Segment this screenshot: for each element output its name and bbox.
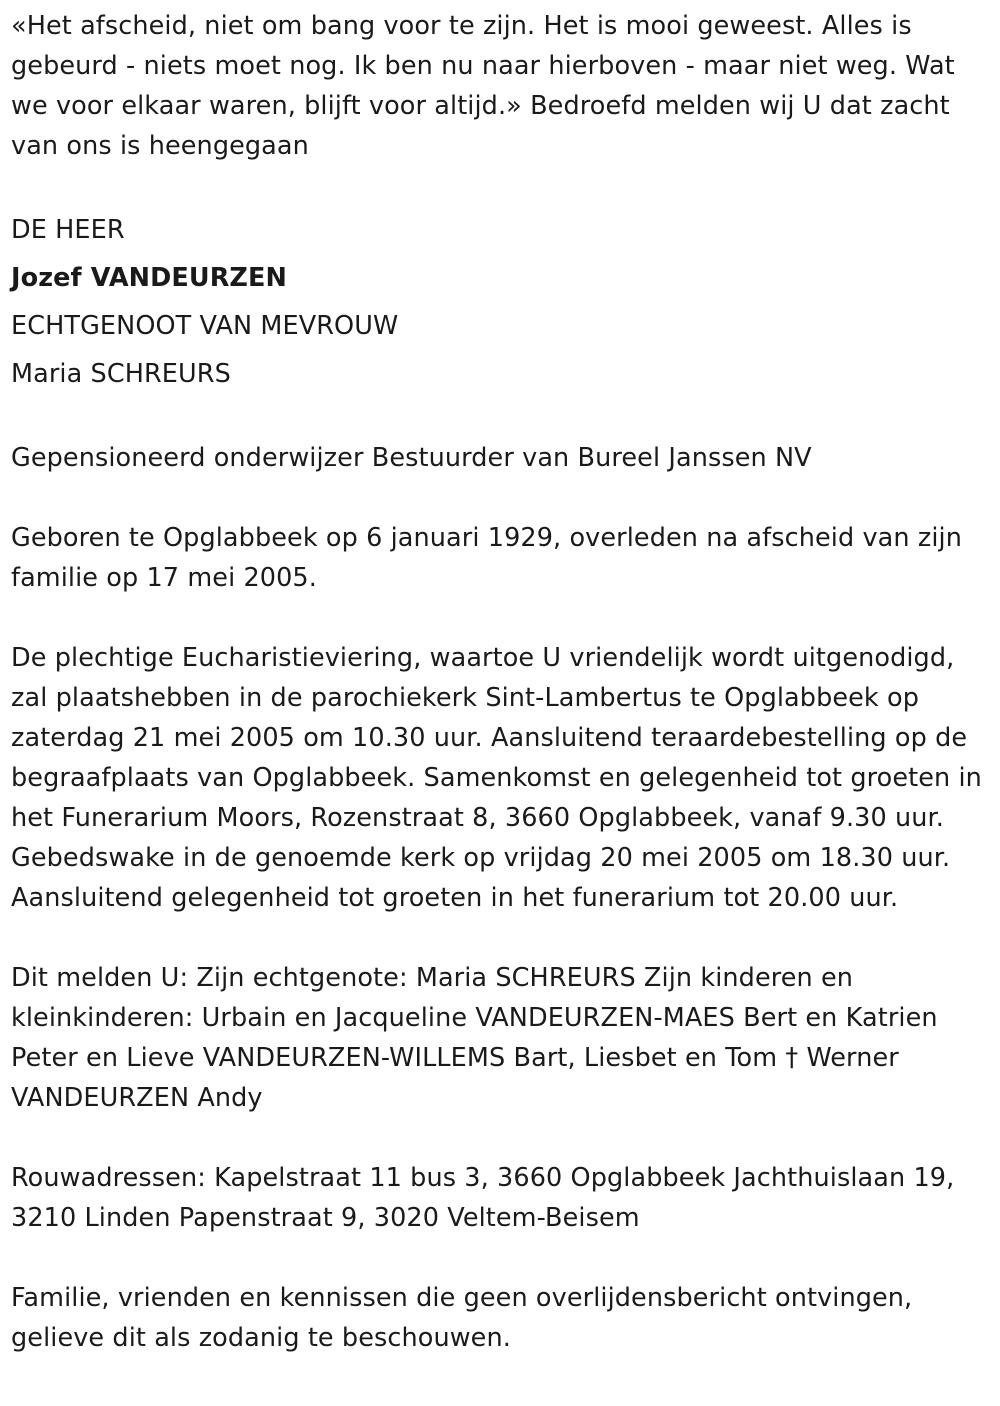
closing-text: Familie, vrienden en kennissen die geen overlijdensbericht ontvingen, gelieve dit als zodanig te beschouwen. <box>11 1283 913 1353</box>
honorific-title: DE HEER <box>11 215 125 245</box>
addresses-text: Rouwadressen: Kapelstraat 11 bus 3, 3660 Opglabbeek Jachthuislaan 19, 3210 Linden Papenstraat 9, 3020 Veltem-Beisem <box>11 1163 955 1233</box>
spouse-label: ECHTGENOOT VAN MEVROUW <box>11 311 399 341</box>
spacer <box>11 1118 993 1158</box>
spacer <box>11 1238 993 1278</box>
family-text: Dit melden U: Zijn echtgenote: Maria SCHREURS Zijn kinderen en kleinkinderen: Urbain en Jacqueline VANDEURZEN-MAES Bert en Katrien Peter en Lieve VANDEURZEN-WILLEMS Bart, Liesbet en Tom † Werner VANDEURZEN Andy <box>11 963 938 1113</box>
spacer <box>11 918 993 958</box>
spacer <box>11 166 993 206</box>
spacer <box>11 398 993 438</box>
birth-death-text: Geboren te Opglabbeek op 6 januari 1929, overleden na afscheid van zijn familie op 17 mei 2005. <box>11 523 962 593</box>
intro-quote: «Het afscheid, niet om bang voor te zijn. Het is mooi geweest. Alles is gebeurd - niets moet nog. Ik ben nu naar hierboven - maar niet weg. Wat we voor elkaar waren, blijft voor altijd.» Bedroefd melden wij U dat zacht van ons is heengegaan <box>11 11 955 161</box>
spouse-name: Maria SCHREURS <box>11 359 231 389</box>
occupation-text: Gepensioneerd onderwijzer Bestuurder van Bureel Janssen NV <box>11 443 812 473</box>
spacer <box>11 478 993 518</box>
deceased-name: Jozef VANDEURZEN <box>11 263 287 293</box>
spacer <box>11 598 993 638</box>
ceremony-text: De plechtige Eucharistieviering, waartoe U vriendelijk wordt uitgenodigd, zal plaatshebben in de parochiekerk Sint-Lambertus te Opglabbeek op zaterdag 21 mei 2005 om 10.30 uur. Aansluitend teraardebestelling op de begraafplaats van Opglabbeek. Samenkomst en gelegenheid tot groeten in het Funerarium Moors, Rozenstraat 8, 3660 Opglabbeek, vanaf 9.30 uur. Gebedswake in de genoemde kerk op vrijdag 20 mei 2005 om 18.30 uur. Aansluitend gelegenheid tot groeten in het funerarium tot 20.00 uur. <box>11 643 982 913</box>
obituary-notice <box>11 6 993 1358</box>
